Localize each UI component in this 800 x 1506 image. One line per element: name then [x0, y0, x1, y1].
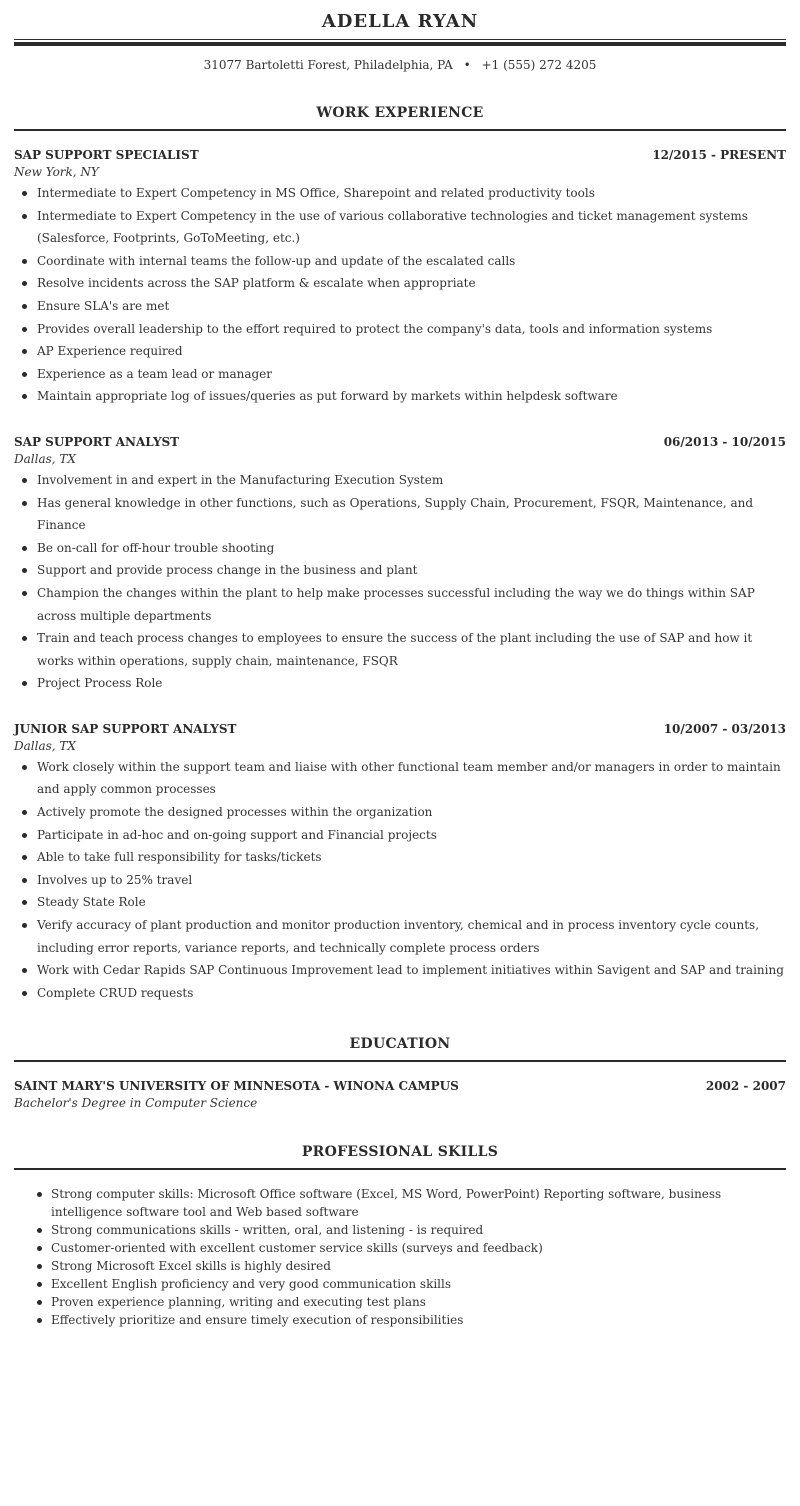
section-divider: [14, 1060, 786, 1062]
job-header: [14, 147, 786, 163]
job-location: Dallas, TX: [14, 451, 76, 466]
job-location: Dallas, TX: [14, 738, 76, 753]
list-item: Able to take full responsibility for tasks/tickets: [14, 846, 786, 869]
list-item: Coordinate with internal teams the follow-up and update of the escalated calls: [14, 250, 786, 273]
skills-list: [14, 1185, 786, 1329]
list-item: Intermediate to Expert Competency in MS Office, Sharepoint and related productivity tools: [14, 182, 786, 205]
list-item: Work closely within the support team and liaise with other functional team member and/or managers in order to maintain and apply common processes: [14, 756, 786, 801]
list-item: Involves up to 25% travel: [14, 869, 786, 892]
skills-section: [14, 1142, 786, 1329]
list-item: Actively promote the designed processes within the organization: [14, 801, 786, 824]
list-item: Steady State Role: [14, 891, 786, 914]
work-experience-heading: WORK EXPERIENCE: [316, 105, 484, 121]
job-title: SAP SUPPORT SPECIALIST: [14, 148, 199, 162]
list-item: Experience as a team lead or manager: [14, 363, 786, 386]
list-item: Excellent English proficiency and very good communication skills: [37, 1275, 786, 1293]
candidate-name: ADELLA RYAN: [321, 11, 479, 32]
job-header: [14, 721, 786, 737]
job-entry: [14, 147, 786, 408]
job-entry: [14, 721, 786, 1005]
list-item: Be on-call for off-hour trouble shooting: [14, 537, 786, 560]
education-header: [14, 1078, 786, 1094]
job-dates: 06/2013 - 10/2015: [663, 434, 786, 449]
list-item: Maintain appropriate log of issues/queries as put forward by markets within helpdesk software: [14, 385, 786, 408]
list-item: Proven experience planning, writing and executing test plans: [37, 1293, 786, 1311]
degree-text: Bachelor's Degree in Computer Science: [14, 1096, 258, 1111]
list-item: Effectively prioritize and ensure timely execution of responsibilities: [37, 1311, 786, 1329]
list-item: Strong computer skills: Microsoft Office software (Excel, MS Word, PowerPoint) Reporting software, business intelligence software tool and Web based software: [37, 1185, 786, 1221]
list-item: Intermediate to Expert Competency in the use of various collaborative technologies and ticket management systems (Salesforce, Footprints, GoToMeeting, etc.): [14, 205, 786, 250]
school-name: SAINT MARY'S UNIVERSITY OF MINNESOTA - WINONA CAMPUS: [14, 1079, 459, 1094]
list-item: Has general knowledge in other functions, such as Operations, Supply Chain, Procurement, FSQR, Maintenance, and Finance: [14, 492, 786, 537]
job-title: SAP SUPPORT ANALYST: [14, 434, 180, 449]
list-item: Champion the changes within the plant to help make processes successful including the way we do things within SAP across multiple departments: [14, 582, 786, 627]
job-responsibilities: [14, 182, 786, 408]
education-section: [14, 1034, 786, 1112]
job-title: JUNIOR SAP SUPPORT ANALYST: [14, 721, 237, 736]
job-entry: [14, 434, 786, 695]
education-entry: [14, 1078, 786, 1112]
job-location: New York, NY: [14, 165, 99, 179]
list-item: Involvement in and expert in the Manufacturing Execution System: [14, 469, 786, 492]
job-dates: 10/2007 - 03/2013: [663, 721, 786, 736]
phone-text: +1 (555) 272 4205: [481, 58, 597, 72]
skills-heading: PROFESSIONAL SKILLS: [301, 1144, 499, 1161]
list-item: Strong Microsoft Excel skills is highly desired: [37, 1257, 786, 1275]
address-text: 31077 Bartoletti Forest, Philadelphia, PA: [203, 58, 453, 72]
contact-separator: •: [463, 58, 471, 72]
job-header: [14, 434, 786, 450]
job-responsibilities: [14, 469, 786, 695]
job-responsibilities: [14, 756, 786, 1005]
job-dates: 12/2015 - PRESENT: [652, 148, 786, 162]
work-experience-section: [14, 103, 786, 1004]
list-item: Project Process Role: [14, 672, 786, 695]
resume-header: [14, 0, 786, 73]
list-item: Resolve incidents across the SAP platform & escalate when appropriate: [14, 272, 786, 295]
list-item: AP Experience required: [14, 340, 786, 363]
list-item: Strong communications skills - written, oral, and listening - is required: [37, 1221, 786, 1239]
list-item: Customer-oriented with excellent customer service skills (surveys and feedback): [37, 1239, 786, 1257]
education-years: 2002 - 2007: [705, 1079, 786, 1094]
section-divider: [14, 1168, 786, 1170]
list-item: Work with Cedar Rapids SAP Continuous Improvement lead to implement initiatives within Savigent and SAP and training: [14, 959, 786, 982]
list-item: Provides overall leadership to the effort required to protect the company's data, tools and information systems: [14, 318, 786, 341]
list-item: Verify accuracy of plant production and monitor production inventory, chemical and in process inventory cycle counts, including error reports, variance reports, and technically complete process orders: [14, 914, 786, 959]
list-item: Ensure SLA's are met: [14, 295, 786, 318]
list-item: Support and provide process change in the business and plant: [14, 559, 786, 582]
education-heading: EDUCATION: [349, 1036, 451, 1053]
header-divider: [14, 39, 786, 46]
list-item: Train and teach process changes to employees to ensure the success of the plant including the use of SAP and how it works within operations, supply chain, maintenance, FSQR: [14, 627, 786, 672]
list-item: Participate in ad-hoc and on-going support and Financial projects: [14, 824, 786, 847]
contact-line: [14, 57, 786, 73]
section-divider: [14, 129, 786, 131]
list-item: Complete CRUD requests: [14, 982, 786, 1005]
